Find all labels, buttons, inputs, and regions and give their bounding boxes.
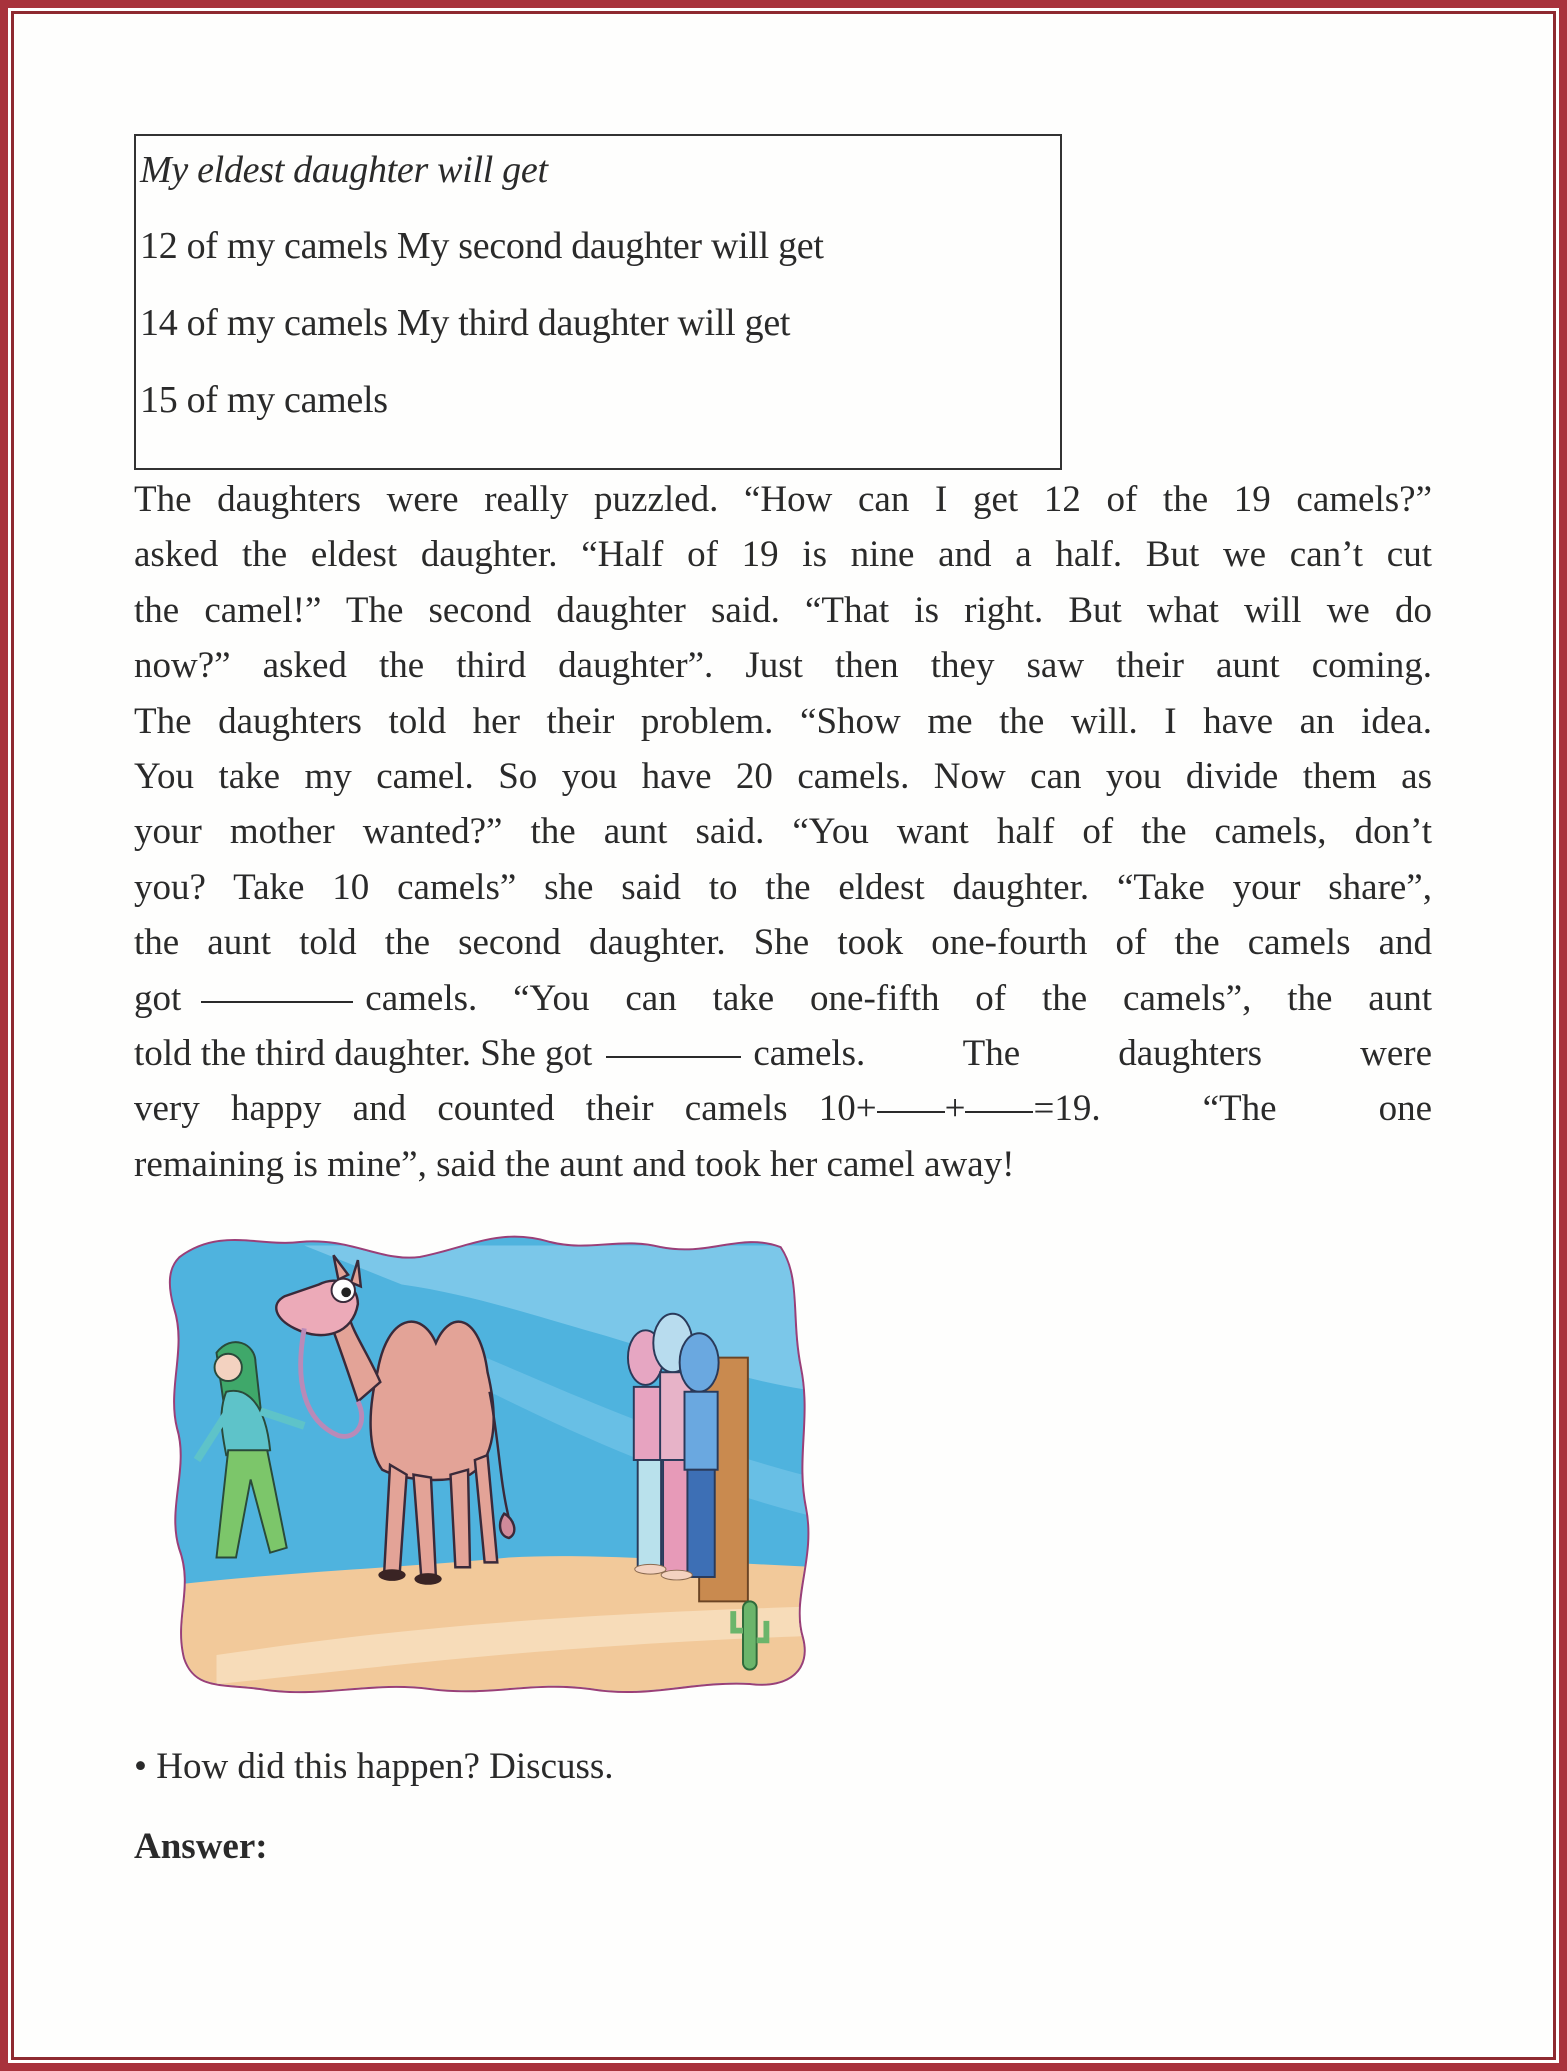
discussion-question (134, 1745, 614, 1788)
story-text: remaining is mine”, said the aunt and took her camel away! (134, 1143, 1015, 1185)
story-text: The daughters told her their problem. “Show me the will. I have an idea. (134, 700, 1432, 742)
story-line-1 (134, 472, 1432, 527)
story-line-3 (134, 583, 1432, 638)
will-line-2: 12 of my camels My second daughter will get (140, 225, 824, 267)
answer-label: Answer: (134, 1826, 268, 1867)
story-text: now?” asked the third daughter”. Just then they saw their aunt coming. (134, 645, 1432, 687)
story-line-9 (134, 915, 1432, 970)
story-line-11 (134, 1026, 1432, 1081)
story-text: asked the eldest daughter. “Half of 19 is nine and a half. But we can’t cut (134, 534, 1432, 576)
story-text: camels. “You can take one-fifth of the camels”, the aunt (365, 977, 1432, 1019)
story-text: the camel!” The second daughter said. “That is right. But what will we do (134, 589, 1432, 631)
story-paragraph (134, 472, 1432, 1192)
question-text: How did this happen? Discuss. (156, 1746, 614, 1787)
story-text: you? Take 10 camels” she said to the eldest daughter. “Take your share”, (134, 866, 1432, 908)
story-line-4 (134, 638, 1432, 693)
blank-second-daughter[interactable] (201, 971, 353, 1003)
blank-sum-1[interactable] (877, 1081, 945, 1113)
bullet-icon: • (134, 1746, 147, 1787)
story-text: camels. The daughters were (753, 1032, 1432, 1074)
story-line-2 (134, 527, 1432, 582)
story-text: got (134, 977, 182, 1019)
story-line-10 (134, 971, 1432, 1026)
story-line-12 (134, 1081, 1432, 1136)
story-text: your mother wanted?” the aunt said. “You want half of the camels, don’t (134, 811, 1432, 853)
story-text: told the third daughter. She got (134, 1032, 593, 1074)
story-text: + (944, 1088, 966, 1130)
blank-third-daughter[interactable] (606, 1026, 741, 1058)
will-box (134, 134, 1062, 470)
will-line-4: 15 of my camels (140, 379, 388, 421)
will-line-1: My eldest daughter will get (140, 149, 548, 191)
story-illustration (150, 1218, 815, 1708)
story-text: You take my camel. So you have 20 camels. Now can you divide them as (134, 755, 1432, 797)
story-text: very happy and counted their camels 10+ (134, 1088, 877, 1130)
story-line-5 (134, 694, 1432, 749)
story-text: =19. “The one (1033, 1088, 1432, 1130)
story-line-7 (134, 804, 1432, 859)
story-line-6 (134, 749, 1432, 804)
story-text: The daughters were really puzzled. “How can I get 12 of the 19 camels?” (134, 479, 1432, 520)
blank-sum-2[interactable] (965, 1081, 1033, 1113)
story-line-8 (134, 860, 1432, 915)
story-line-13 (134, 1137, 1432, 1192)
story-text: the aunt told the second daughter. She took one-fourth of the camels and (134, 922, 1432, 964)
will-line-3: 14 of my camels My third daughter will get (140, 302, 791, 344)
